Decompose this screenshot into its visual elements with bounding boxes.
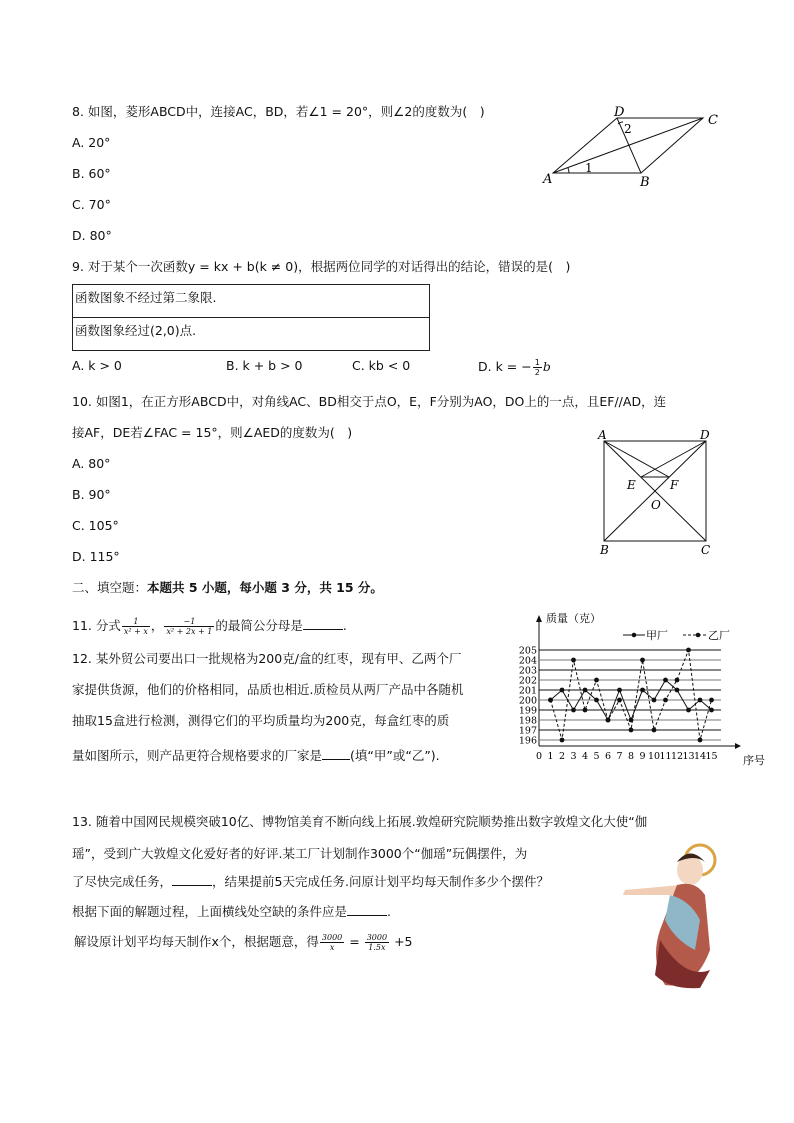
data-point [709, 708, 714, 713]
q13-line1: 13. 随着中国网民规模突破10亿、博物馆美育不断向线上拓展.敦煌研究院顺势推出数字敦煌文化大使“伽 [72, 814, 648, 829]
label-b: B [600, 543, 609, 557]
y-tick-label: 197 [518, 725, 537, 737]
angle-1-label: 1 [585, 161, 593, 175]
label-d: D [614, 105, 625, 120]
x-axis-label: 序号 [743, 754, 765, 767]
x-tick-label: 8 [627, 751, 635, 762]
data-point [548, 698, 553, 703]
jiayao-doll-image [615, 840, 735, 990]
y-tick-label: 199 [518, 705, 537, 717]
data-point [560, 688, 565, 693]
q10-option-d: D. 115° [72, 549, 120, 564]
x-tick-label: 7 [616, 751, 623, 762]
answer-blank[interactable] [172, 873, 212, 886]
x-tick-label: 11 [659, 751, 672, 762]
label-c: C [708, 113, 718, 128]
q12-line: 家提供货源，他们的价格相同，品质也相近.质检员从两厂产品中各随机 [72, 682, 464, 697]
y-tick-label: 205 [518, 645, 537, 657]
data-point [652, 698, 657, 703]
label-a: A [598, 428, 607, 442]
data-point [594, 678, 599, 683]
data-point [709, 698, 714, 703]
q13-line4: 根据下面的解题过程，上面横线处空缺的条件应是 . [72, 904, 391, 919]
q13-line2: 瑶”，受到广大敦煌文化爱好者的好评.某工厂计划制作3000个“伽瑶”玩偶摆件，为 [72, 846, 528, 861]
data-point [652, 728, 657, 733]
angle-2-label: 2 [624, 122, 632, 136]
x-tick-label: 14 [693, 751, 707, 762]
y-tick-label: 202 [518, 675, 537, 687]
data-point [560, 738, 565, 743]
legend [623, 629, 730, 642]
q8-option-d: D. 80° [72, 228, 112, 243]
x-tick-label: 10 [647, 751, 661, 762]
data-point [686, 648, 691, 653]
y-tick-label: 198 [518, 715, 537, 727]
q9-table-row: 函数图象经过(2,0)点. [73, 318, 430, 351]
fraction: $\frac{3000}{x}$ [321, 933, 343, 952]
q12-line: 量如图所示，则产品更符合规格要求的厂家是 (填“甲”或“乙”). [72, 748, 440, 763]
q8-option-a: A. 20° [72, 135, 111, 150]
label-f: F [670, 478, 679, 492]
q10-stem-line1: 10. 如图1，在正方形ABCD中，对角线AC、BD相交于点O，E，F分别为AO，DO上的一点，且EF//AD，连 [72, 394, 667, 409]
data-point [640, 658, 645, 663]
q9-option-b: B. k + b > 0 [226, 358, 303, 373]
data-point [594, 698, 599, 703]
x-tick-label: 12 [670, 751, 684, 762]
q8-stem: 8. 如图，菱形ABCD中，连接AC，BD，若∠1 = 20°，则∠2的度数为( ) [72, 104, 485, 119]
q12-line: 12. 某外贸公司要出口一批规格为200克/盒的红枣，现有甲、乙两个厂 [72, 651, 462, 666]
y-tick-label: 196 [518, 735, 537, 747]
q10-option-a: A. 80° [72, 456, 111, 471]
q9-option-c: C. kb < 0 [352, 358, 411, 373]
data-point [583, 708, 588, 713]
y-axis-label: 质量（克） [546, 612, 601, 625]
data-point [571, 708, 576, 713]
data-point [686, 708, 691, 713]
y-tick-label: 204 [518, 655, 537, 667]
data-point [663, 678, 668, 683]
data-point [640, 688, 645, 693]
q9-table-row: 函数图象不经过第二象限. [73, 285, 430, 318]
q9-stem: 9. 对于某个一次函数y = kx + b(k ≠ 0)，根据两位同学的对话得出的结论，错误的是( ) [72, 259, 571, 274]
y-axis-arrow-icon [536, 615, 542, 622]
label-b: B [640, 175, 650, 190]
x-tick-label: 1 [547, 751, 554, 762]
y-tick-label: 203 [518, 665, 537, 677]
q12-line: 抽取15盒进行检测，测得它们的平均质量均为200克，每盒红枣的质 [72, 713, 450, 728]
label-o: O [651, 498, 661, 512]
x-tick-label: 13 [682, 751, 695, 762]
q10-stem-line2: 接AF，DE若∠FAC = 15°，则∠AED的度数为( ) [72, 425, 353, 440]
q10-option-b: B. 90° [72, 487, 111, 502]
label-d: D [700, 428, 710, 442]
legend-label-yi: 乙厂 [708, 629, 730, 642]
legend-label-jia: 甲厂 [646, 629, 668, 642]
data-point [606, 718, 611, 723]
x-tick-label: 5 [593, 751, 600, 762]
data-point [698, 738, 703, 743]
data-point [629, 728, 634, 733]
x-tick-label: 4 [581, 751, 589, 762]
q8-option-b: B. 60° [72, 166, 111, 181]
data-point [675, 688, 680, 693]
fraction: $\frac{3000}{1.5x}$ [366, 933, 388, 952]
x-tick-label: 15 [705, 751, 718, 762]
q9-option-d: D. k = − $\frac{1}{2}$ b [478, 358, 551, 377]
data-point [583, 688, 588, 693]
fraction: $\frac{-1}{\text{x² + 2x + 1}}$ [166, 617, 213, 636]
data-point [675, 678, 680, 683]
answer-blank[interactable] [347, 903, 387, 916]
x-tick-label: 6 [604, 751, 612, 762]
x-tick-label: 2 [558, 751, 566, 762]
q10-option-c: C. 105° [72, 518, 119, 533]
label-c: C [701, 543, 711, 557]
x-tick-label: 9 [639, 751, 646, 762]
q13-solution: 解设原计划平均每天制作x个，根据题意，得 $\frac{3000}{x}$ = $\frac{3000}{1.5x}$ +5 [74, 933, 413, 952]
x-axis-arrow-icon [735, 743, 741, 749]
q11-stem: 11. 分式 $\frac{1}{\text{x² + x}}$ ， $\frac{-1}{\text{x² + 2x + 1}}$ 的最简公分母是 . [72, 617, 347, 636]
fraction: $\frac{1}{\text{x² + x}}$ [123, 617, 148, 636]
y-tick-label: 200 [518, 695, 537, 707]
q13-line3: 了尽快完成任务， ，结果提前5天完成任务.问原计划平均每天制作多少个摆件？ [72, 874, 549, 889]
data-point [698, 698, 703, 703]
x-tick-label: 3 [570, 751, 577, 762]
label-e: E [627, 478, 636, 492]
label-a: A [543, 172, 553, 187]
q9-option-a: A. k > 0 [72, 358, 122, 373]
data-point [571, 658, 576, 663]
q8-option-c: C. 70° [72, 197, 111, 212]
y-tick-label: 201 [518, 685, 537, 697]
data-point [617, 688, 622, 693]
data-point [663, 698, 668, 703]
x-tick-label: 0 [535, 751, 543, 762]
section-heading: 二、填空题：本题共 5 小题，每小题 3 分，共 15 分。 [72, 580, 383, 595]
data-point [617, 698, 622, 703]
series-line-yi [551, 650, 712, 740]
